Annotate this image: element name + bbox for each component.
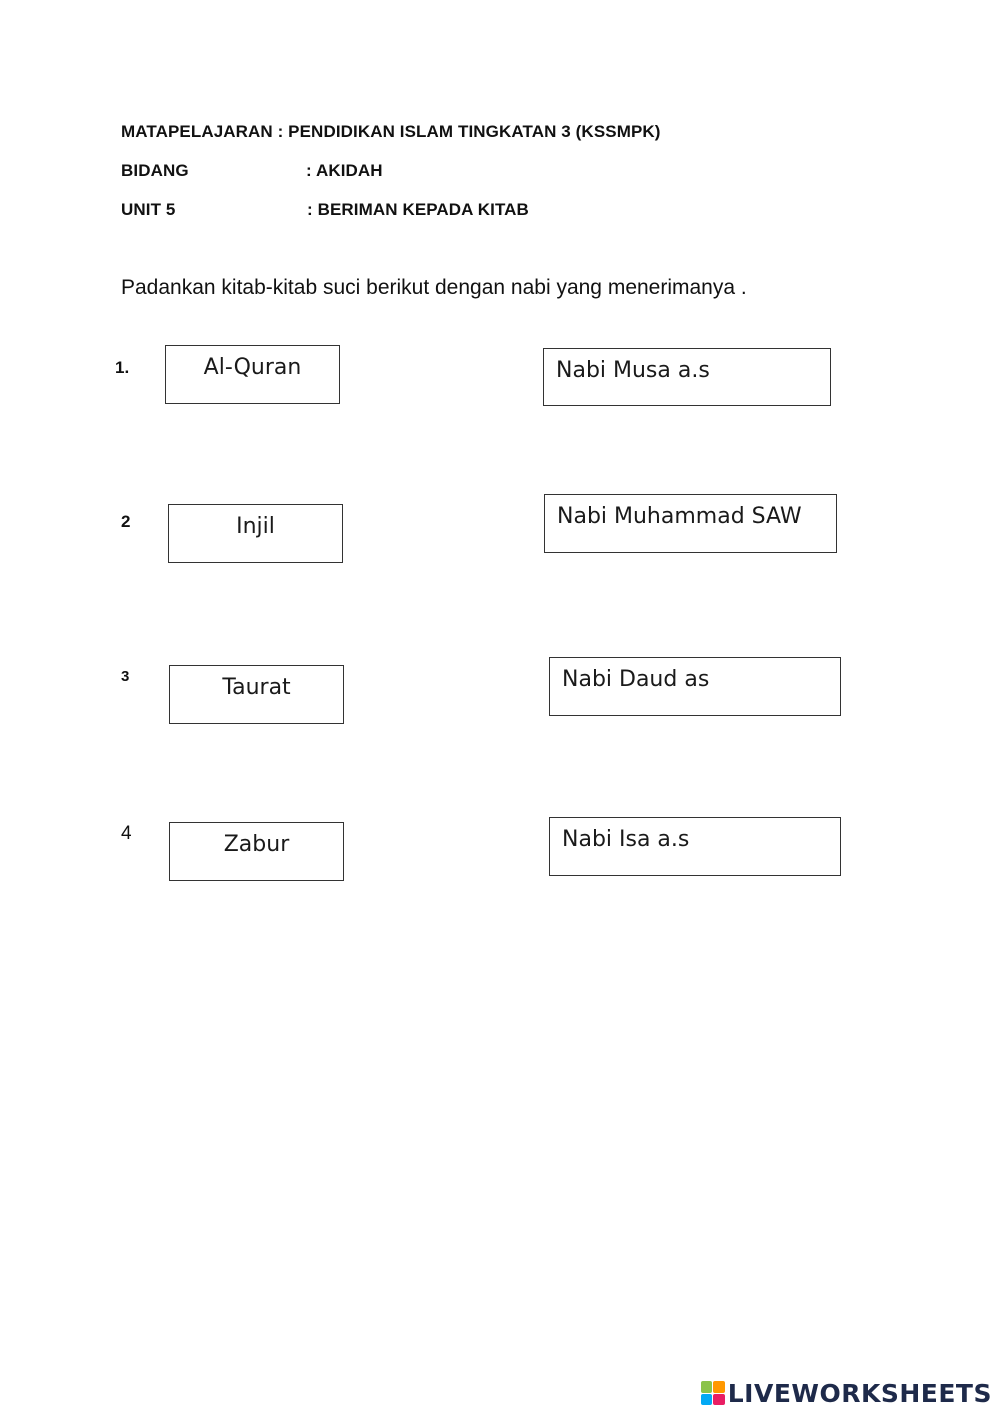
book-box-zabur[interactable]: Zabur [169, 822, 344, 881]
field-value: : AKIDAH [306, 161, 383, 180]
subject-line: MATAPELAJARAN : PENDIDIKAN ISLAM TINGKATAN 3 (KSSMPK) [121, 122, 661, 141]
item-number: 2 [121, 512, 131, 531]
field-label: BIDANG [121, 161, 189, 180]
prophet-box-daud[interactable]: Nabi Daud as [549, 657, 841, 716]
logo-square [713, 1381, 725, 1393]
brand-watermark [701, 1377, 992, 1409]
item-number: 3 [121, 668, 130, 685]
item-number: 1. [115, 358, 130, 377]
instruction-text: Padankan kitab-kitab suci berikut dengan nabi yang menerimanya . [121, 276, 747, 299]
brand-name: LIVEWORKSHEETS [727, 1378, 992, 1408]
prophet-box-muhammad[interactable]: Nabi Muhammad SAW [544, 494, 837, 553]
logo-square [701, 1381, 713, 1393]
unit-label: UNIT 5 [121, 200, 176, 219]
item-number: 4 [121, 823, 132, 844]
prophet-box-musa[interactable]: Nabi Musa a.s [543, 348, 831, 406]
book-box-al-quran[interactable]: Al-Quran [165, 345, 340, 404]
book-box-taurat[interactable]: Taurat [169, 665, 344, 724]
liveworksheets-logo-icon [701, 1381, 725, 1405]
logo-square [713, 1394, 725, 1406]
unit-value: : BERIMAN KEPADA KITAB [307, 200, 529, 219]
book-box-injil[interactable]: Injil [168, 504, 343, 563]
logo-square [701, 1394, 713, 1406]
prophet-box-isa[interactable]: Nabi Isa a.s [549, 817, 841, 876]
